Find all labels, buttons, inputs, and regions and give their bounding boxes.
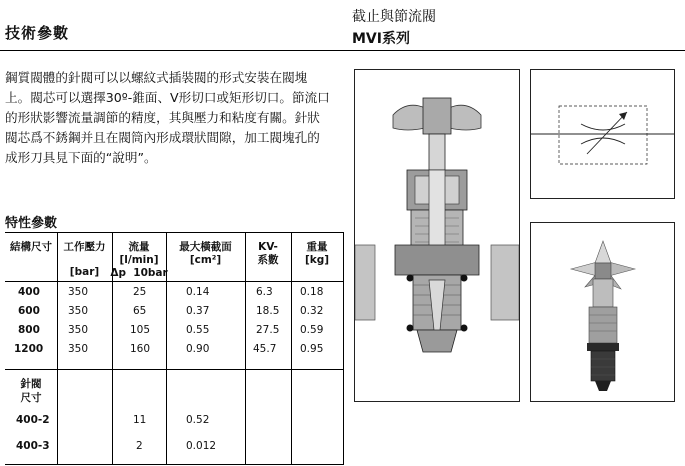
cell-area: 0.55 (186, 324, 210, 336)
description-line: 的形狀影響流量調節的精度，其與壓力和粘度有關。針狀 (5, 110, 320, 125)
cell-flow: 11 (133, 414, 147, 426)
col-header-weight: 重量 (306, 241, 328, 253)
col-header-flow: 流量 (128, 241, 150, 253)
hydraulic-symbol-figure (530, 69, 675, 199)
col-header-kv-sub: 系數 (257, 254, 279, 266)
cell-weight: 0.59 (300, 324, 324, 336)
cell-kv: 45.7 (253, 343, 277, 355)
cell-pressure: 350 (68, 305, 89, 317)
header-divider (0, 50, 685, 51)
cell-kv: 18.5 (256, 305, 280, 317)
cell-area: 0.14 (186, 286, 210, 298)
cell-weight: 0.18 (300, 286, 324, 298)
table-top-border (5, 232, 343, 233)
cell-area: 0.012 (186, 440, 217, 452)
description-line: 鋼質閥體的針閥可以以螺紋式插裝閥的形式安裝在閥塊 (5, 70, 308, 85)
cell-kv: 27.5 (256, 324, 280, 336)
cell-size: 400-3 (16, 440, 50, 452)
cell-flow: 2 (136, 440, 143, 452)
table-row (0, 414, 343, 430)
col-header-pressure-unit: [bar] (69, 266, 100, 278)
table-row (0, 440, 343, 456)
cell-flow: 25 (133, 286, 147, 298)
col-header-area: 最大橫截面 (179, 241, 232, 253)
cell-size: 800 (18, 324, 40, 336)
needle-header-sub: 尺寸 (20, 392, 42, 404)
col-header-pressure: 工作壓力 (63, 241, 106, 253)
description-line: 上。閥芯可以選擇30º-錐面、V形切口或矩形切口。節流口 (5, 90, 330, 105)
needle-valve-photo (531, 223, 674, 401)
header-row-divider (5, 281, 343, 282)
table-bottom-border (5, 464, 343, 465)
cell-flow: 160 (130, 343, 151, 355)
valve-cross-section-drawing (355, 70, 519, 401)
cell-kv: 6.3 (256, 286, 273, 298)
cell-area: 0.37 (186, 305, 210, 317)
cell-flow: 65 (133, 305, 147, 317)
col-header-flow-condition: Δp 10bar (110, 267, 168, 279)
table-row (0, 286, 343, 302)
description-line: 閥芯爲不銹鋼并且在閥筒內形成環狀間隙，加工閥塊孔的 (5, 130, 320, 145)
section-title: 技術參數 (5, 24, 70, 42)
col-header-area-unit: [cm²] (189, 254, 222, 266)
table-row (0, 305, 343, 321)
cell-weight: 0.95 (300, 343, 324, 355)
cell-size: 400-2 (16, 414, 50, 426)
cell-pressure: 350 (68, 343, 89, 355)
cell-area: 0.90 (186, 343, 210, 355)
table-row (0, 343, 343, 359)
cell-pressure: 350 (68, 324, 89, 336)
col-header-kv: KV- (258, 241, 278, 253)
col-header-flow-unit: [l/min] (119, 254, 159, 266)
description-paragraph (5, 68, 350, 168)
cell-size: 400 (18, 286, 40, 298)
needle-section-divider (5, 369, 343, 370)
cell-pressure: 350 (68, 286, 89, 298)
cell-size: 1200 (14, 343, 44, 355)
specs-title: 特性參數 (5, 216, 58, 231)
cell-area: 0.52 (186, 414, 210, 426)
needle-header: 針閥 (20, 378, 42, 390)
cell-weight: 0.32 (300, 305, 324, 317)
cell-size: 600 (18, 305, 40, 317)
col-header-weight-unit: [kg] (304, 254, 330, 266)
valve-cross-section-figure (354, 69, 520, 402)
table-right-border (343, 232, 344, 465)
description-line: 成形刀具見下面的“說明”。 (5, 150, 157, 165)
table-row (0, 324, 343, 340)
product-title: 截止與節流閥 (352, 9, 436, 25)
cell-flow: 105 (130, 324, 151, 336)
product-photo-figure (530, 222, 675, 402)
throttle-symbol-drawing (531, 70, 674, 198)
product-series: MVI系列 (352, 31, 410, 47)
col-header-size: 結構尺寸 (10, 241, 52, 253)
